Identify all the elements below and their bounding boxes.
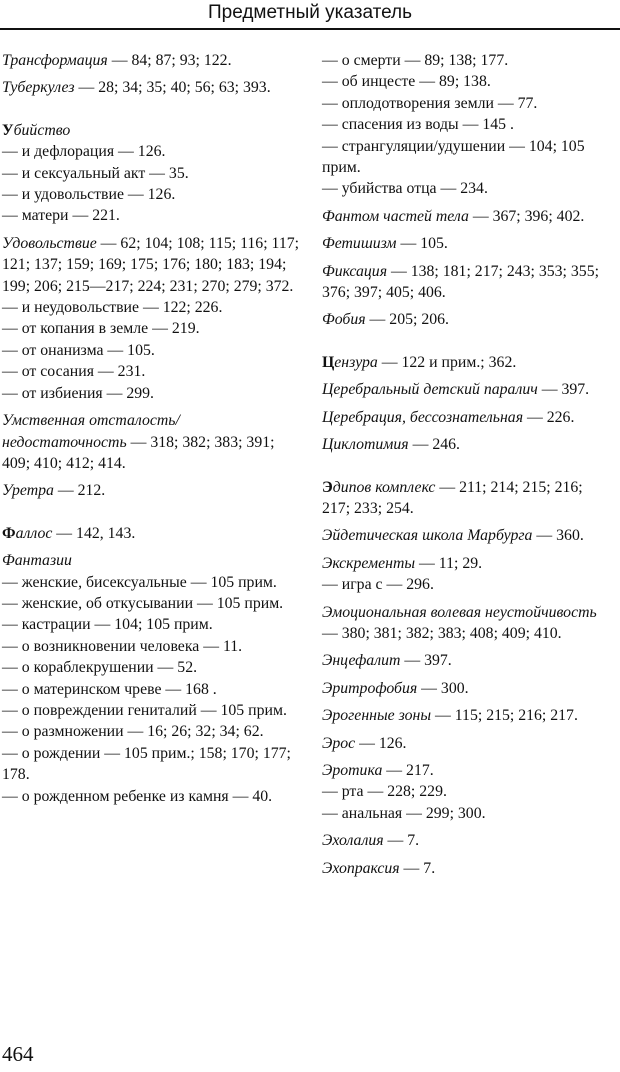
index-entry — [322, 206, 614, 227]
entry-references: — кастрации — 104; 105 прим. — [2, 616, 213, 634]
entry-heading — [2, 79, 75, 96]
section-initial: Э — [322, 478, 333, 496]
entry-heading — [322, 527, 532, 544]
index-column-right — [322, 50, 614, 879]
index-entry — [322, 477, 614, 520]
entry-heading-text: Циклотимия — [322, 436, 409, 454]
entry-heading-text: Трансформация — [2, 52, 108, 69]
index-entry — [2, 120, 300, 141]
entry-heading — [2, 525, 52, 542]
index-entry — [2, 550, 300, 571]
index-entry — [322, 858, 614, 879]
entry-references: — 115; 215; 216; 217. — [431, 707, 578, 725]
index-entry — [2, 297, 300, 318]
entry-heading — [2, 122, 70, 139]
entry-references: — 217. — [382, 761, 434, 779]
index-entry — [2, 657, 300, 678]
index-entry — [322, 650, 614, 671]
entry-references: — 105. — [396, 235, 448, 253]
entry-references: — 226. — [523, 408, 575, 426]
header-rule — [0, 28, 620, 30]
entry-references: — 138; 181; 217; 243; 353; 355; 376; 397; 405; 406. — [322, 262, 599, 302]
entry-heading — [2, 482, 54, 499]
index-entry — [322, 803, 614, 824]
entry-references: — 62; 104; 108; 115; 116; 117; 121; 137; 159; 169; 175; 176; 180; 183; 194; 199; 206; 215—217; 224; 231; 270; 279; 372. — [2, 234, 300, 295]
entry-heading-text: Фиксация — [322, 262, 388, 280]
entry-references: — и дефлорация — 126. — [2, 143, 166, 161]
index-entry — [2, 77, 300, 98]
entry-references: — матери — 221. — [2, 207, 120, 225]
entry-references: — оплодотворения земли — 77. — [322, 94, 538, 112]
entry-heading-text: Эхопраксия — [322, 859, 400, 877]
section-initial: Ф — [2, 524, 16, 542]
entry-heading — [322, 680, 417, 697]
index-entry — [2, 572, 300, 593]
entry-references: — спасения из воды — 145 . — [322, 116, 514, 134]
entry-heading-text: Эротика — [322, 761, 383, 779]
index-entry — [322, 525, 614, 546]
entry-heading-text: Эрогенные зоны — [322, 707, 432, 725]
entry-references: — 397. — [400, 652, 452, 670]
index-entry — [322, 830, 614, 851]
entry-heading-text: Фобия — [322, 311, 366, 329]
index-entry — [2, 50, 300, 71]
entry-heading — [322, 735, 355, 752]
index-entry — [322, 71, 614, 92]
entry-spacer — [322, 456, 614, 477]
entry-heading-text: Эмоциональная волевая неустойчивость — [322, 603, 597, 621]
index-entry — [2, 679, 300, 700]
entry-spacer — [322, 331, 614, 352]
entry-heading-text: Умственная отсталость/ недостаточность — [2, 412, 180, 451]
entry-references: — 84; 87; 93; 122. — [107, 52, 232, 69]
index-entry — [2, 141, 300, 162]
entry-heading-text: Энцефалит — [322, 652, 401, 670]
entry-references: — 318; 382; 383; 391; 409; 410; 412; 414. — [2, 433, 275, 472]
index-column-left — [2, 50, 300, 807]
index-entry — [2, 786, 300, 807]
entry-references: — 212. — [53, 482, 106, 500]
entry-heading-text: Церебральный детский паралич — [322, 381, 538, 399]
entry-heading — [322, 832, 384, 849]
entry-references: — от сосания — 231. — [2, 363, 146, 381]
entry-references: — 360. — [532, 527, 584, 545]
entry-heading-text: Эритрофобия — [322, 679, 418, 697]
page-number: 464 — [2, 1042, 34, 1066]
entry-heading — [322, 762, 382, 779]
entry-heading-text: дипов комплекс — [332, 478, 436, 496]
entry-references: — 246. — [408, 436, 460, 454]
entry-spacer — [2, 502, 300, 523]
entry-references: — 380; 381; 382; 383; 408; 409; 410. — [322, 624, 562, 642]
index-entry — [2, 480, 300, 501]
entry-heading — [322, 311, 366, 328]
entry-heading-text: аллос — [15, 524, 53, 542]
index-entry — [322, 261, 614, 304]
entry-heading — [322, 555, 415, 572]
index-entry — [322, 233, 614, 254]
index-entry — [322, 678, 614, 699]
entry-references: — 397. — [537, 381, 590, 399]
entry-references: — о материнском чреве — 168 . — [2, 680, 217, 698]
index-entry — [322, 733, 614, 754]
entry-references: — о возникновении человека — 11. — [2, 637, 243, 655]
entry-heading — [322, 208, 469, 225]
entry-references: — и удовольствие — 126. — [2, 186, 176, 204]
entry-heading — [322, 381, 538, 398]
index-entry — [2, 318, 300, 339]
index-entry — [2, 523, 300, 544]
entry-heading — [2, 552, 72, 569]
entry-references: — о рожденном ребенке из камня — 40. — [2, 787, 273, 805]
index-entry — [322, 379, 614, 400]
entry-references: — о смерти — 89; 138; 177. — [322, 52, 509, 69]
entry-heading-text: Экскременты — [322, 554, 416, 572]
entry-heading — [322, 707, 431, 724]
entry-heading-text: Туберкулез — [2, 79, 75, 97]
section-initial: У — [2, 121, 14, 139]
index-entry — [322, 705, 614, 726]
index-entry — [2, 340, 300, 361]
entry-references: — 211; 214; 215; 216; 217; 233; 254. — [322, 478, 583, 517]
entry-heading — [322, 860, 400, 877]
index-entry — [322, 136, 614, 179]
entry-references: — игра с — 296. — [322, 576, 434, 594]
entry-heading-text: Уретра — [2, 482, 54, 500]
index-entry — [322, 760, 614, 781]
index-entry — [2, 593, 300, 614]
index-entry — [322, 434, 614, 455]
index-entry — [2, 361, 300, 382]
index-entry — [322, 178, 614, 199]
entry-heading-text: Фетишизм — [322, 235, 397, 253]
entry-references: — о повреждении гениталий — 105 прим. — [2, 701, 287, 719]
entry-heading-text: Фантазии — [2, 552, 72, 570]
entry-references: — 142, 143. — [52, 524, 136, 542]
index-entry — [322, 93, 614, 114]
entry-heading — [322, 479, 435, 496]
entry-references: — 122 и прим.; 362. — [377, 353, 517, 371]
entry-references: — женские, бисексуальные — 105 прим. — [2, 573, 277, 591]
entry-heading-text: Эйдетическая школа Марбурга — [322, 527, 533, 545]
index-entry — [2, 636, 300, 657]
entry-heading-text: ензура — [334, 353, 378, 371]
index-entry — [322, 352, 614, 373]
entry-heading-text: Эхолалия — [322, 832, 384, 850]
entry-spacer — [2, 99, 300, 120]
entry-references: — от онанизма — 105. — [2, 341, 155, 359]
entry-heading — [2, 235, 97, 252]
entry-references: — 7. — [383, 832, 420, 850]
index-entry — [2, 383, 300, 404]
index-entry — [322, 553, 614, 574]
entry-heading-text: Церебрация, бессознательная — [322, 408, 524, 426]
entry-references: — анальная — 299; 300. — [322, 804, 486, 822]
entry-heading — [322, 354, 378, 371]
entry-heading — [322, 436, 409, 453]
index-entry — [322, 309, 614, 330]
index-entry — [2, 410, 300, 474]
entry-references: — от избиения — 299. — [2, 384, 154, 402]
index-entry — [2, 184, 300, 205]
index-entry — [322, 781, 614, 802]
entry-heading-text: бийство — [13, 121, 71, 139]
running-header: Предметный указатель — [207, 2, 413, 23]
entry-references: — рта — 228; 229. — [322, 783, 447, 801]
index-entry — [322, 407, 614, 428]
entry-references: — 11; 29. — [415, 554, 483, 572]
index-entry — [2, 721, 300, 742]
entry-heading-text: Удовольствие — [2, 234, 97, 252]
entry-references: — о рождении — 105 прим.; 158; 170; 177; 178. — [2, 744, 291, 784]
entry-references: — убийства отца — 234. — [322, 180, 488, 198]
index-entry — [322, 114, 614, 135]
entry-heading — [322, 604, 597, 621]
entry-references: — 367; 396; 402. — [468, 207, 585, 225]
entry-references: — 126. — [355, 734, 407, 752]
index-entry — [2, 233, 300, 297]
entry-references: — 28; 34; 35; 40; 56; 63; 393. — [74, 79, 271, 97]
entry-heading-text: Эрос — [322, 734, 356, 752]
entry-heading — [322, 263, 387, 280]
section-initial: Ц — [322, 353, 335, 371]
entry-references: — об инцесте — 89; 138. — [322, 73, 491, 91]
entry-references: — о кораблекрушении — 52. — [2, 659, 198, 677]
index-entry — [2, 205, 300, 226]
entry-references: — и сексуальный акт — 35. — [2, 164, 189, 182]
index-entry — [2, 614, 300, 635]
entry-heading-text: Фантом частей тела — [322, 207, 469, 225]
entry-references: — 300. — [417, 679, 469, 697]
index-entry — [2, 163, 300, 184]
index-entry — [2, 700, 300, 721]
index-entry — [322, 50, 614, 71]
entry-references: — 7. — [399, 859, 436, 877]
entry-heading — [322, 409, 523, 426]
index-entry — [2, 743, 300, 786]
entry-references: — о размножении — 16; 26; 32; 34; 62. — [2, 723, 264, 741]
entry-heading — [2, 52, 108, 69]
entry-references: — 205; 206. — [365, 311, 449, 329]
index-entry — [322, 574, 614, 595]
entry-heading — [322, 235, 397, 252]
entry-references: — странгуляции/удушении — 104; 105 прим. — [322, 137, 585, 177]
index-entry — [322, 602, 614, 645]
entry-references: — и неудовольствие — 122; 226. — [2, 299, 223, 317]
entry-references: — от копания в земле — 219. — [2, 320, 200, 338]
entry-heading — [322, 652, 400, 669]
entry-references: — женские, об откусывании — 105 прим. — [2, 594, 284, 612]
